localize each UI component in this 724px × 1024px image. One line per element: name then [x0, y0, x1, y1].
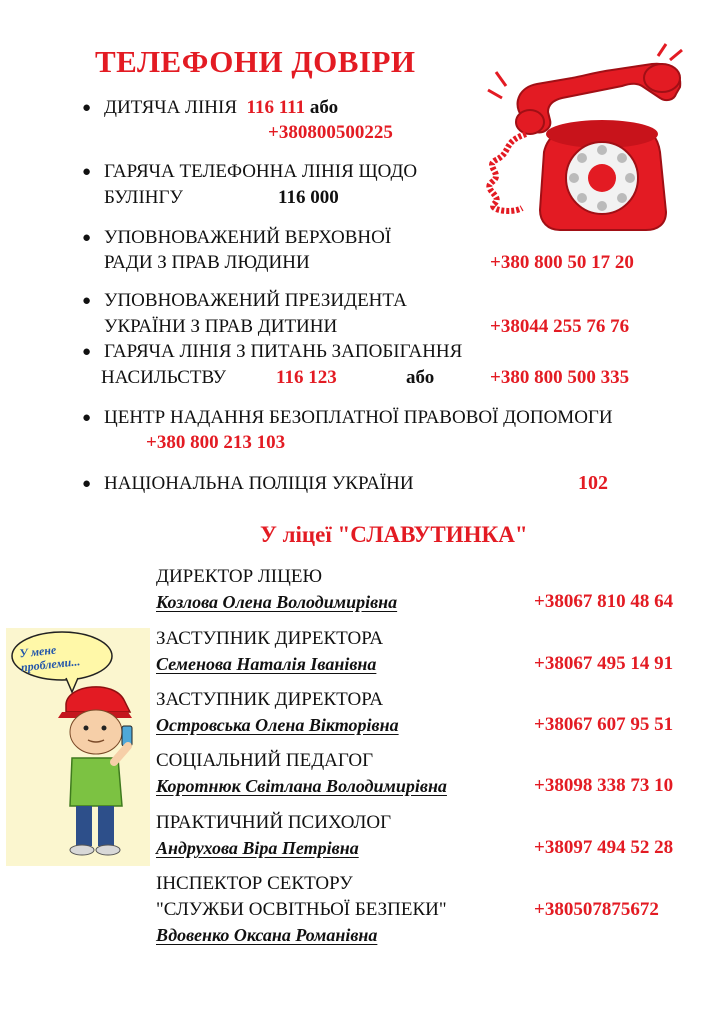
hotline-phone: +380 800 50 17 20	[490, 252, 634, 273]
hotline-label: НАЦІОНАЛЬНА ПОЛІЦІЯ УКРАЇНИ	[104, 473, 414, 494]
contact-role: ІНСПЕКТОР СЕКТОРУ	[156, 873, 353, 894]
hotline-or: або	[309, 97, 339, 118]
hotline-phone: +380 800 213 103	[146, 432, 286, 453]
list-item	[104, 97, 338, 119]
contact-phone: +38067 607 95 51	[534, 714, 674, 735]
bullet-icon: ●	[82, 410, 92, 426]
hotline-label: ГАРЯЧА ТЕЛЕФОННА ЛІНІЯ ЩОДО	[104, 161, 418, 182]
hotline-label: ГАРЯЧА ЛІНІЯ З ПИТАНЬ ЗАПОБІГАННЯ	[104, 341, 463, 362]
hotline-label: НАСИЛЬСТВУ	[101, 367, 227, 388]
hotline-label: УПОВНОВАЖЕНИЙ ПРЕЗИДЕНТА	[104, 290, 407, 311]
contact-phone: +38067 495 14 91	[534, 653, 674, 674]
contact-role: ЗАСТУПНИК ДИРЕКТОРА	[156, 689, 384, 710]
hotline-phone: 116 111	[246, 97, 306, 118]
bullet-icon: ●	[82, 100, 92, 116]
hotline-phone: 102	[578, 472, 608, 494]
hotline-or: або	[406, 367, 435, 388]
contact-phone: +38097 494 52 28	[534, 837, 674, 858]
contact-role: СОЦІАЛЬНИЙ ПЕДАГОГ	[156, 750, 374, 771]
contact-name: Коротнюк Світлана Володимирівна	[156, 776, 447, 796]
bullet-icon: ●	[82, 293, 92, 309]
hotline-phone: 116 000	[278, 187, 339, 208]
hotline-label: УКРАЇНИ З ПРАВ ДИТИНИ	[104, 316, 338, 337]
contact-phone: +38067 810 48 64	[534, 591, 674, 612]
lyceum-heading: У ліцеї "СЛАВУТИНКА"	[260, 522, 528, 547]
contact-phone: +38098 338 73 10	[534, 775, 674, 796]
contact-role: ДИРЕКТОР ЛІЦЕЮ	[156, 566, 322, 587]
contact-name: Козлова Олена Володимирівна	[156, 592, 398, 612]
hotline-label: УПОВНОВАЖЕНИЙ ВЕРХОВНОЇ	[104, 227, 392, 248]
hotline-label: ДИТЯЧА ЛІНІЯ	[104, 97, 237, 118]
hotline-phone-alt: +380800500225	[268, 122, 393, 143]
contact-name: Андрухова Віра Петрівна	[156, 838, 359, 858]
contact-name: Островська Олена Вікторівна	[156, 715, 399, 735]
bullet-icon: ●	[82, 344, 92, 360]
contact-name: Вдовенко Оксана Романівна	[156, 925, 378, 945]
contact-phone: +380507875672	[534, 899, 659, 920]
hotline-phone-alt: +380 800 500 335	[490, 367, 630, 388]
bullet-icon: ●	[82, 230, 92, 246]
hotline-phone: +38044 255 76 76	[490, 316, 630, 337]
boy-illustration	[6, 628, 150, 866]
contact-name: Семенова Наталія Іванівна	[156, 654, 377, 674]
hotline-label: БУЛІНГУ	[104, 187, 183, 208]
bullet-icon: ●	[82, 476, 92, 492]
hotline-label: РАДИ З ПРАВ ЛЮДИНИ	[104, 252, 310, 273]
telephone-icon	[482, 42, 692, 247]
contact-role: ЗАСТУПНИК ДИРЕКТОРА	[156, 628, 384, 649]
hotline-phone: 116 123	[276, 367, 337, 388]
speech-bubble-text: У мене проблеми...	[18, 642, 81, 675]
bullet-icon: ●	[82, 164, 92, 180]
page-title: ТЕЛЕФОНИ ДОВІРИ	[95, 44, 416, 79]
hotline-label: ЦЕНТР НАДАННЯ БЕЗОПЛАТНОЇ ПРАВОВОЇ ДОПОМОГИ	[104, 407, 613, 428]
contact-role: ПРАКТИЧНИЙ ПСИХОЛОГ	[156, 812, 392, 833]
contact-role: "СЛУЖБИ ОСВІТНЬОЇ БЕЗПЕКИ"	[156, 899, 447, 920]
